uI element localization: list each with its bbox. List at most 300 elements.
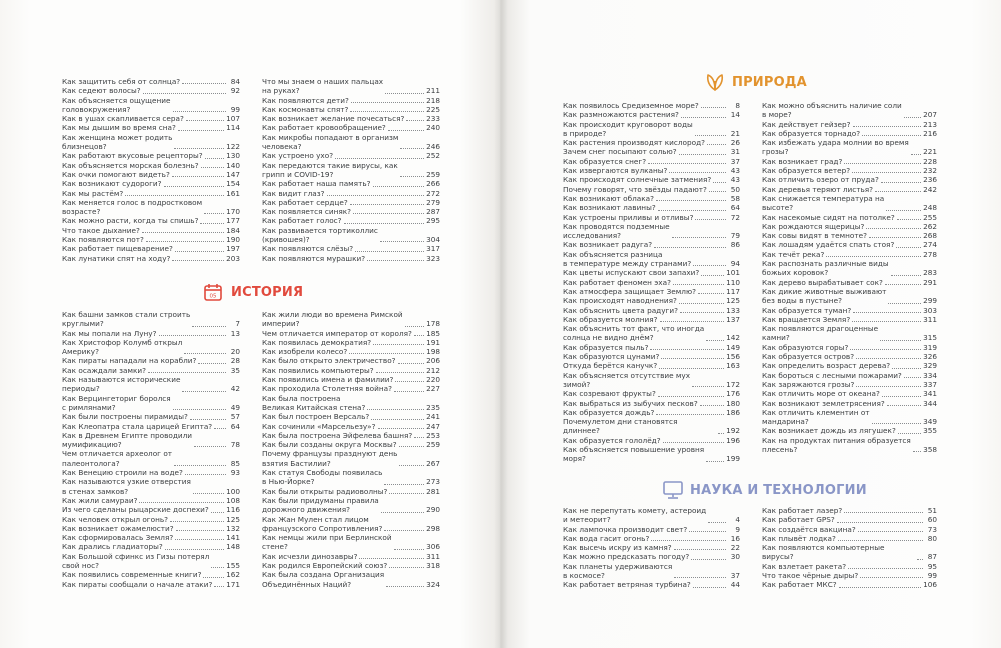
science-heading [662, 480, 867, 500]
toc-leader-dots [837, 522, 923, 523]
toc-entry [563, 352, 740, 361]
toc-entry [762, 525, 937, 534]
toc-entry-page: 191 [426, 337, 440, 347]
toc-entry [563, 506, 740, 525]
nature-heading [704, 72, 807, 92]
toc-entry-page: 291 [923, 277, 937, 287]
toc-entry-title: Как извергаются вулканы? [563, 166, 668, 176]
toc-entry-page: 306 [426, 542, 440, 552]
toc-entry [762, 129, 937, 138]
toc-entry-title: Как образуются цунами? [563, 352, 660, 362]
toc-leader-dots [661, 358, 724, 359]
toc-leader-dots [679, 303, 724, 304]
toc-entry-page: 108 [226, 495, 240, 505]
toc-entry-page: 206 [426, 356, 440, 366]
toc-entry-page: 13 [230, 328, 240, 338]
toc-entry-page: 49 [230, 402, 240, 412]
toc-entry [563, 166, 740, 175]
toc-entry-page: 84 [230, 77, 240, 86]
toc-entry [262, 422, 440, 431]
toc-entry-page: 4 [735, 515, 740, 525]
toc-entry [262, 244, 440, 253]
toc-entry-page: 101 [726, 268, 740, 278]
toc-leader-dots [367, 409, 424, 410]
toc-entry [262, 254, 440, 263]
toc-entry-page: 122 [226, 142, 240, 152]
toc-entry [62, 114, 240, 123]
toc-entry-title: Как мы дышим во время сна? [62, 123, 176, 133]
toc-entry-title: Как в Древнем Египте проводили мумификацию? [62, 430, 193, 450]
toc-entry [262, 151, 440, 160]
toc-leader-dots [658, 210, 726, 211]
toc-entry-title: Как высечь искру из камня? [563, 543, 672, 553]
toc-leader-dots [674, 577, 726, 578]
toc-entry-page: 35 [230, 365, 240, 375]
toc-entry-page: 203 [226, 253, 240, 263]
toc-entry [62, 133, 240, 152]
toc-entry [62, 254, 240, 263]
toc-entry-title: Как взлетает ракета? [762, 561, 847, 571]
toc-entry-page: 246 [426, 142, 440, 152]
toc-leader-dots [898, 433, 921, 434]
toc-leader-dots [896, 247, 921, 248]
toc-leader-dots [679, 154, 726, 155]
toc-leader-dots [200, 223, 224, 224]
toc-entry [62, 468, 240, 477]
toc-entry-page: 177 [226, 216, 240, 226]
toc-entry [62, 96, 240, 115]
toc-entry [262, 198, 440, 207]
toc-leader-dots [885, 284, 921, 285]
toc-entry-title: Как образуется ветер? [762, 166, 851, 176]
calendar-icon [203, 282, 225, 302]
toc-entry-page: 37 [730, 571, 740, 581]
toc-entry-page: 192 [726, 426, 740, 436]
toc-entry-title: Как работают вкусовые рецепторы? [62, 151, 203, 161]
toc-entry-title: Как жили самураи? [62, 495, 138, 505]
toc-entry-title: Как появляются слёзы? [262, 244, 354, 254]
toc-leader-dots [848, 568, 923, 569]
toc-entry-title: Как женщина может родить близнецов? [62, 132, 173, 152]
toc-leader-dots [882, 396, 921, 397]
toc-entry [262, 123, 440, 132]
toc-leader-dots [165, 549, 224, 550]
toc-entry [262, 96, 440, 105]
toc-entry-page: 334 [923, 370, 937, 380]
toc-entry [563, 399, 740, 408]
toc-entry-page: 196 [726, 435, 740, 445]
toc-entry [762, 259, 937, 278]
toc-entry-title: Как выбраться из зыбучих песков? [563, 398, 698, 408]
toc-entry-page: 236 [923, 175, 937, 185]
toc-entry-page: 225 [426, 104, 440, 114]
toc-leader-dots [680, 312, 724, 313]
toc-entry [62, 366, 240, 375]
toc-leader-dots [706, 461, 724, 462]
toc-entry [262, 394, 440, 413]
toc-entry [62, 422, 240, 431]
toc-entry [563, 203, 740, 212]
toc-entry-page: 7 [235, 319, 240, 329]
toc-entry [62, 123, 240, 132]
toc-entry-title: Как течёт река? [762, 249, 825, 259]
toc-leader-dots [353, 213, 424, 214]
toc-entry [762, 436, 937, 455]
toc-entry-page: 51 [927, 506, 937, 515]
toc-entry [762, 287, 937, 306]
toc-leader-dots [654, 247, 726, 248]
toc-entry [563, 138, 740, 147]
toc-leader-dots [170, 521, 224, 522]
toc-leader-dots [872, 423, 922, 424]
toc-entry-page: 50 [730, 184, 740, 194]
toc-entry [262, 412, 440, 421]
toc-entry [262, 468, 440, 487]
toc-entry-title: Как космонавты спят? [262, 104, 349, 114]
toc-entry-title: Как образуется дождь? [563, 407, 655, 417]
toc-entry-page: 326 [923, 352, 937, 362]
toc-entry-title: Как возникают судороги? [62, 179, 162, 189]
toc-column-science-1 [563, 506, 740, 590]
toc-entry-title: Как осаждали замки? [62, 365, 147, 375]
toc-entry-page: 85 [230, 458, 240, 468]
toc-entry-page: 212 [426, 365, 440, 375]
toc-entry-page: 221 [923, 147, 937, 157]
toc-entry [762, 101, 937, 120]
toc-entry-title: Как образуется снег? [563, 156, 647, 166]
toc-entry-page: 176 [726, 389, 740, 399]
toc-entry-page: 116 [226, 505, 240, 515]
toc-entry-page: 73 [927, 524, 937, 534]
toc-entry-title: Как жили люди во времена Римской империи? [262, 310, 403, 329]
toc-entry-title: Как атмосфера защищает Землю? [563, 286, 696, 296]
toc-entry-title: Как Жан Мулен стал лицом французского Сопротивления? [262, 514, 383, 533]
toc-leader-dots [190, 419, 226, 420]
toc-entry-page: 99 [230, 104, 240, 114]
toc-leader-dots [211, 512, 224, 513]
toc-entry-page: 79 [730, 231, 740, 241]
toc-entry-page: 114 [226, 123, 240, 133]
toc-entry-title: Откуда берётся канучк? [563, 361, 658, 371]
toc-entry-page: 278 [923, 249, 937, 259]
toc-entry [262, 561, 440, 570]
toc-column-science-2 [762, 506, 937, 590]
toc-leader-dots [414, 437, 424, 438]
toc-entry-title: Как растения производят кислород? [563, 138, 706, 148]
toc-entry [762, 231, 937, 240]
toc-leader-dots [373, 344, 424, 345]
toc-entry [563, 222, 740, 241]
toc-entry [563, 361, 740, 370]
toc-entry [762, 250, 937, 259]
toc-entry [762, 389, 937, 398]
toc-entry-page: 110 [726, 277, 740, 287]
toc-entry-title: Как определить возраст дерева? [762, 361, 891, 371]
toc-leader-dots [193, 493, 224, 494]
toc-leader-dots [378, 428, 425, 429]
toc-entry-title: Как созревают фрукты? [563, 389, 656, 399]
toc-leader-dots [881, 182, 921, 183]
toc-entry-title: Как образуется гололёд? [563, 435, 661, 445]
toc-leader-dots [691, 559, 726, 560]
toc-entry-title: Как лошадям удаётся спать стоя? [762, 240, 895, 250]
toc-leader-dots [406, 120, 424, 121]
toc-leader-dots [689, 531, 726, 532]
toc-entry-title: Как объяснить тот факт, что иногда солнца не видно днём? [563, 324, 705, 343]
toc-entry [563, 110, 740, 119]
toc-leader-dots [693, 587, 726, 588]
svg-text:05: 05 [209, 293, 217, 300]
toc-leader-dots [394, 549, 424, 550]
toc-entry-title: Как возникают облака? [563, 193, 654, 203]
toc-entry-title: Как объяснить цвета радуги? [563, 305, 678, 315]
toc-entry [762, 352, 937, 361]
toc-entry-title: Как очки помогают видеть? [62, 169, 170, 179]
toc-entry-page: 28 [230, 356, 240, 366]
toc-entry-title: Как видит глаз? [262, 188, 325, 198]
toc-entry [762, 343, 937, 352]
toc-entry-page: 213 [923, 119, 937, 129]
toc-entry-page: 87 [927, 552, 937, 562]
toc-entry-page: 240 [426, 123, 440, 133]
toc-column-history-1 [62, 310, 240, 589]
toc-column-body-1 [62, 77, 240, 263]
toc-entry [262, 105, 440, 114]
toc-leader-dots [178, 130, 224, 131]
toc-entry-page: 235 [426, 402, 440, 412]
toc-entry-page: 341 [923, 389, 937, 399]
toc-entry-title: Как работает наша память? [262, 179, 371, 189]
toc-entry-page: 227 [426, 384, 440, 394]
toc-entry-title: Как возникает радуга? [563, 240, 653, 250]
toc-leader-dots [192, 326, 226, 327]
toc-entry-title: Как дикие животные выживают без воды в пустыне? [762, 286, 887, 306]
toc-entry-title: Как исчезли динозавры? [262, 551, 358, 561]
toc-entry-title: Как изобрели колесо? [262, 347, 348, 357]
toc-entry-page: 154 [226, 179, 240, 189]
toc-entry [262, 552, 440, 561]
toc-entry-page: 323 [426, 253, 440, 263]
toc-entry-title: Почему говорят, что звёзды падают? [563, 184, 707, 194]
toc-entry [262, 487, 440, 496]
toc-leader-dots [174, 465, 226, 466]
toc-entry-page: 281 [426, 486, 440, 496]
toc-leader-dots [184, 353, 226, 354]
toc-entry [262, 329, 440, 338]
toc-leader-dots [706, 340, 724, 341]
toc-entry-page: 31 [730, 147, 740, 157]
toc-entry-page: 155 [226, 561, 240, 571]
toc-entry-page: 198 [426, 347, 440, 357]
toc-leader-dots [852, 172, 921, 173]
toc-entry [62, 151, 240, 160]
toc-leader-dots [673, 284, 724, 285]
toc-entry-page: 58 [730, 193, 740, 203]
toc-entry [762, 120, 937, 129]
toc-entry-page: 148 [226, 542, 240, 552]
toc-leader-dots [904, 377, 921, 378]
toc-entry [62, 542, 240, 551]
toc-entry [563, 343, 740, 352]
toc-entry-page: 171 [226, 579, 240, 589]
toc-entry-title: Как отличить море от океана? [762, 389, 880, 399]
toc-entry-title: Как образуется пыль? [563, 342, 649, 352]
toc-entry-page: 228 [923, 156, 937, 166]
toc-leader-dots [650, 349, 724, 350]
toc-entry [62, 496, 240, 505]
toc-entry-title: Как Венецию строили на воде? [62, 468, 183, 478]
toc-leader-dots [395, 381, 424, 382]
toc-entry-title: Как башни замков стали строить круглыми? [62, 310, 191, 329]
toc-entry-title: Как называются исторические периоды? [62, 375, 181, 394]
toc-entry-title: Как появилось Средиземное море? [563, 101, 699, 110]
toc-entry-page: 26 [730, 138, 740, 148]
toc-entry [563, 580, 740, 589]
toc-entry-title: Как цветы испускают свои запахи? [563, 268, 700, 278]
toc-entry [262, 179, 440, 188]
toc-leader-dots [860, 577, 923, 578]
toc-entry-title: Как образуется остров? [762, 352, 855, 362]
toc-entry-title: Как отличить клементин от мандарина? [762, 407, 870, 427]
toc-entry [62, 86, 240, 95]
toc-entry-title: Как появились компьютеры? [262, 365, 374, 375]
toc-entry-page: 329 [923, 361, 937, 371]
toc-entry-page: 185 [426, 328, 440, 338]
toc-entry [762, 222, 937, 231]
toc-entry-title: Как был построен Версаль? [262, 412, 370, 422]
toc-entry [62, 515, 240, 524]
toc-leader-dots [660, 321, 725, 322]
science-title: НАУКА И ТЕХНОЛОГИИ [690, 482, 867, 498]
toc-entry [563, 296, 740, 305]
toc-leader-dots [359, 558, 424, 559]
toc-entry-page: 106 [923, 580, 937, 590]
toc-entry-page: 218 [426, 95, 440, 105]
toc-leader-dots [897, 219, 921, 220]
toc-entry [563, 552, 740, 561]
history-title: ИСТОРИЯ [231, 284, 304, 300]
toc-entry-title: Как проходила Столетняя война? [262, 384, 392, 394]
toc-entry [563, 185, 740, 194]
toc-leader-dots [398, 363, 425, 364]
toc-entry-title: Что мы знаем о наших пальцах на руках? [262, 77, 384, 96]
toc-entry [262, 440, 440, 449]
toc-entry [62, 570, 240, 579]
toc-entry-page: 207 [923, 110, 937, 120]
toc-entry-title: Зачем снег посыпают солью? [563, 147, 677, 157]
toc-entry [563, 417, 740, 436]
toc-leader-dots [182, 391, 226, 392]
toc-leader-dots [394, 391, 424, 392]
toc-entry-page: 303 [923, 305, 937, 315]
toc-leader-dots [853, 126, 922, 127]
toc-entry [563, 268, 740, 277]
toc-leader-dots [838, 540, 923, 541]
toc-entry-page: 137 [726, 314, 740, 324]
toc-leader-dots [695, 135, 726, 136]
toc-leader-dots [400, 148, 424, 149]
toc-entry-page: 211 [426, 86, 440, 96]
toc-leader-dots [371, 419, 424, 420]
toc-entry [762, 315, 937, 324]
toc-leader-dots [350, 204, 424, 205]
toc-entry [62, 356, 240, 365]
toc-entry-page: 184 [226, 225, 240, 235]
toc-leader-dots [891, 275, 921, 276]
toc-entry-page: 344 [923, 398, 937, 408]
toc-entry-page: 95 [927, 561, 937, 571]
toc-entry-page: 319 [923, 342, 937, 352]
toc-entry-title: Как возникает дождь из лягушек? [762, 426, 896, 436]
toc-entry [262, 533, 440, 552]
toc-entry-title: Как работает лазер? [762, 506, 843, 515]
toc-entry-page: 80 [927, 533, 937, 543]
toc-entry-title: Как работает ветряная турбина? [563, 580, 691, 590]
toc-entry [62, 189, 240, 198]
toc-entry [62, 161, 240, 170]
leaf-icon [704, 72, 726, 92]
toc-leader-dots [344, 223, 425, 224]
toc-entry-title: Как статуя Свободы появилась в Нью-Йорке? [262, 468, 383, 487]
toc-entry [262, 133, 440, 152]
toc-entry-page: 92 [230, 86, 240, 96]
toc-entry [62, 216, 240, 225]
toc-entry-title: Как совы видят в темноте? [762, 231, 867, 241]
toc-entry-page: 220 [426, 375, 440, 385]
toc-entry [563, 194, 740, 203]
toc-entry-title: Как работает феномен эха? [563, 277, 671, 287]
toc-leader-dots [904, 117, 921, 118]
toc-entry-page: 279 [426, 197, 440, 207]
toc-entry [762, 399, 937, 408]
toc-leader-dots [211, 567, 224, 568]
toc-entry [563, 562, 740, 581]
toc-entry-title: Как происходят солнечные затмения? [563, 175, 712, 185]
toc-entry [262, 216, 440, 225]
toc-entry-page: 311 [923, 314, 937, 324]
toc-entry-page: 142 [726, 333, 740, 343]
toc-entry [762, 426, 937, 435]
toc-entry-page: 355 [923, 426, 937, 436]
toc-leader-dots [913, 451, 921, 452]
toc-entry-page: 180 [726, 398, 740, 408]
toc-entry-title: Как объясняется ощущение головокружения? [62, 95, 171, 114]
toc-leader-dots [681, 117, 726, 118]
toc-leader-dots [892, 368, 921, 369]
toc-entry-title: Как защитить себя от солнца? [62, 77, 181, 86]
toc-entry-title: Как работает МКС? [762, 580, 837, 590]
toc-entry-title: Как пираты нападали на корабли? [62, 356, 197, 366]
toc-leader-dots [385, 93, 424, 94]
toc-entry [762, 506, 937, 515]
toc-entry-title: Как насекомые сидят на потолке? [762, 212, 895, 222]
toc-leader-dots [176, 530, 224, 531]
toc-entry [62, 329, 240, 338]
toc-entry-page: 298 [426, 523, 440, 533]
toc-entry [762, 515, 937, 524]
toc-entry-page: 156 [726, 352, 740, 362]
toc-entry-page: 163 [726, 361, 740, 371]
toc-leader-dots [888, 303, 921, 304]
toc-leader-dots [389, 493, 424, 494]
toc-entry-page: 190 [226, 235, 240, 245]
toc-entry-title: Как создаётся вакцина? [762, 524, 856, 534]
toc-entry-title: Как работает пищеварение? [62, 244, 173, 254]
toc-entry [62, 449, 240, 468]
toc-entry-page: 232 [923, 166, 937, 176]
toc-entry [262, 384, 440, 393]
toc-entry-title: Как появилась демократия? [262, 337, 372, 347]
